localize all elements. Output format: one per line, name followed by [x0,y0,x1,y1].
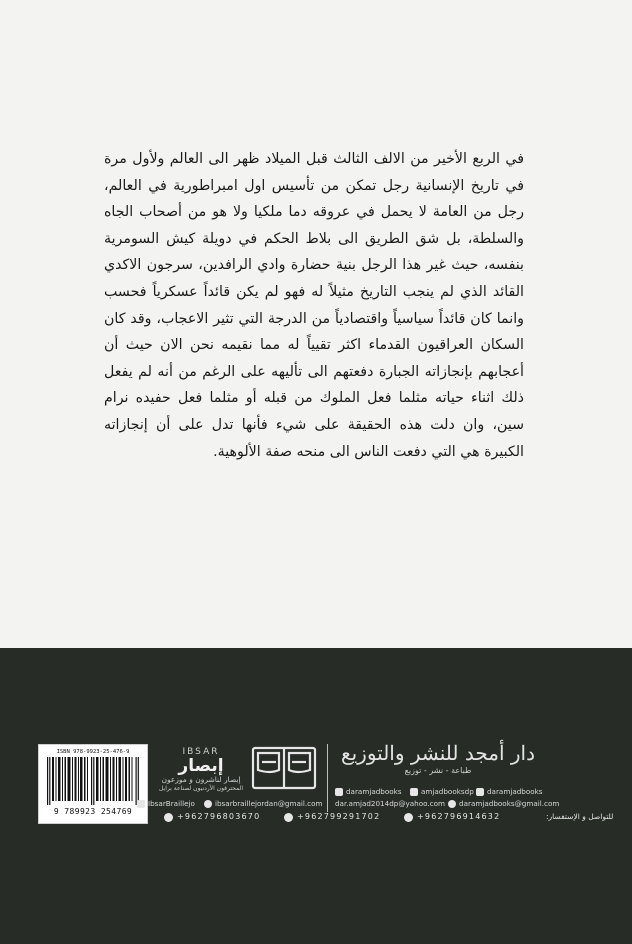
dar-amjad-name: دار أمجد للنشر والتوزيع [340,741,536,765]
email-icon [204,800,212,808]
synopsis-text [104,146,524,465]
amjad-twitter [410,787,474,797]
ibsar-tagline: إبصار لناشرون و موزعون [161,775,241,784]
phone-number-3: +962796914632 [417,812,501,821]
amjad-instagram [476,787,543,797]
ibsar-facebook-handle: IbsarBraillejo [148,799,195,808]
phone-number-2: +962799291702 [297,812,381,821]
amjad-instagram-handle: daramjadbooks [487,787,543,796]
dar-amjad-logo [338,740,538,784]
barcode-icon [47,757,139,805]
footer-divider [327,744,328,812]
instagram-icon [476,788,484,796]
amjad-twitter-handle: amjadbooksdp [421,787,474,796]
dar-amjad-subline: طباعة - نشر - توزيع [404,766,472,775]
amjad-email-address-2: daramjadbooks@gmail.com [459,799,560,808]
open-book-icon [250,744,318,794]
whatsapp-icon [284,813,293,822]
ibsar-publisher-logo [158,747,244,793]
whatsapp-icon [404,813,413,822]
phone-3 [404,811,500,823]
email-icon [448,800,456,808]
barcode-number: 9 789923 254769 [53,807,133,816]
whatsapp-icon [164,813,173,822]
phone-number-1: +962796803670 [177,812,261,821]
ibsar-email [204,799,323,809]
phone-1 [164,811,260,823]
ibsar-email-address: ibsarbraillejordan@gmail.com [215,799,323,808]
facebook-icon [335,788,343,796]
ibsar-facebook [137,799,195,809]
contact-label: للتواصل و الإستفسار: [546,812,614,821]
ibsar-arabic-name: إبصار [178,756,224,776]
ibsar-latin-name: IBSAR [182,747,220,757]
ibsar-subline: المحترفون الأردنيون لصناعة برايل [158,785,244,792]
phone-2 [284,811,380,823]
amjad-facebook [335,787,402,797]
isbn-barcode [38,744,148,824]
twitter-icon [410,788,418,796]
synopsis-paragraph: في الربع الأخير من الالف الثالث قبل الميلاد ظهر الى العالم ولأول مرة في تاريخ الإنسانية رجل تمكن من تأسيس اول امبراطورية في العالم، رجل من العامة لا يحمل في عروقه دما ملكيا ولا هو من أصحاب الجاه والسلطة، بل شق الطريق الى بلاط الحكم في دويلة كيش السومرية بنفسه، حيث غير هذا الرجل بنية حضارة وادي الرافدين، سرجون الاكدي القائد الذي لم ينجب التاريخ مثيلاً له فهو لم يكن قائداً عسكرياً فحسب وانما كان قائداً سياسياً واقتصادياً من الدرجة التي تثير الاعجاب، وقد كان السكان العراقيون القدماء اكثر تقيياً له مما نقيمه نحن الان حيث أن أعجابهم بإنجازاته الجبارة دفعتهم الى تأليهه على الرغم من أنه لم يفعل ذلك اثناء حياته مثلما فعل الملوك من قبله أو مثلما فعل حفيده نرام سين، وان دلت هذه الحقيقة على شيء فأنها تدل على أن إنجازاته الكبيرة هي التي دفعت الناس الى منحه صفة الألوهية. [104,151,524,460]
amjad-email-address: dar.amjad2014dp@yahoo.com [335,799,446,808]
facebook-icon [137,800,145,808]
amjad-facebook-handle: daramjadbooks [346,787,402,796]
amjad-email [335,799,559,809]
isbn-text: ISBN 978-9923-25-476-9 [56,749,130,755]
